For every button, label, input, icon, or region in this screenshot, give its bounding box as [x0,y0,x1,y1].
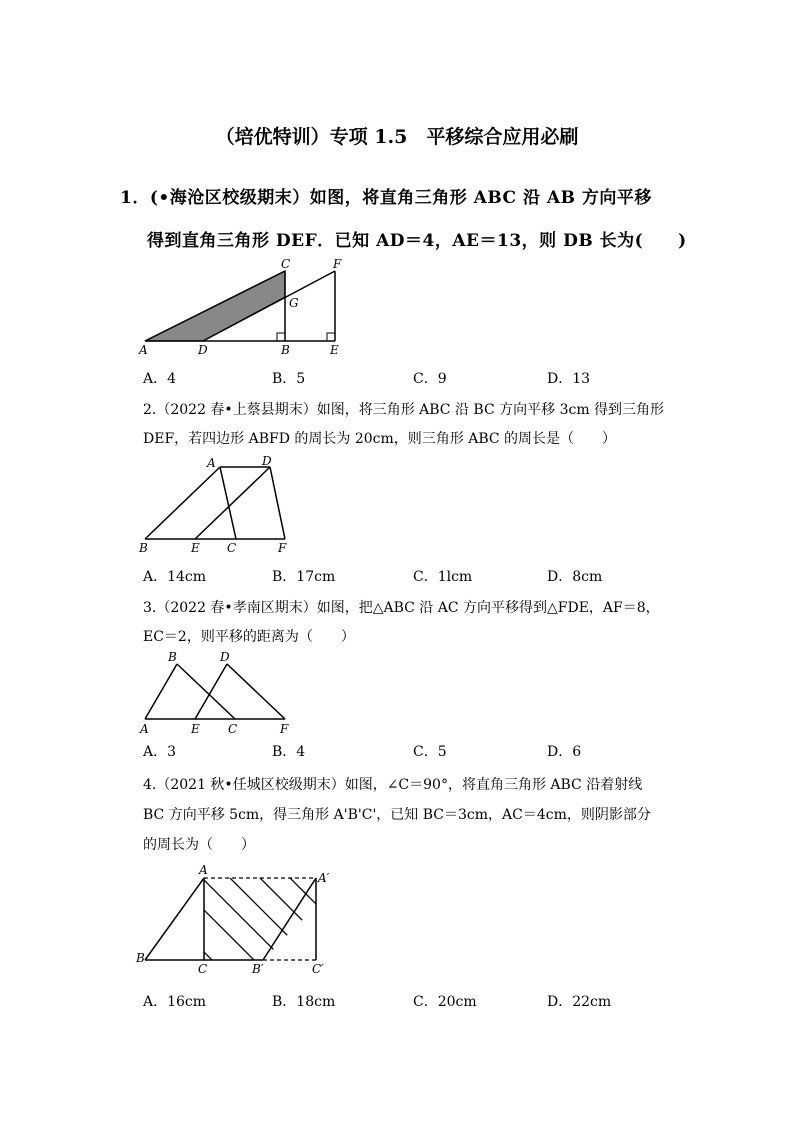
label-b: B [139,541,148,555]
question-3-line-2: EC＝2，则平移的距离为（ ） [143,629,355,645]
q3-option-d[interactable]: D．6 [547,744,582,760]
label-a-prime: A′ [318,871,330,885]
label-b-prime: B′ [252,962,264,976]
question-1-figure [135,255,355,360]
q3-option-b[interactable]: B．4 [272,744,306,760]
label-c: C [281,257,291,271]
label-f: F [333,257,342,271]
right-angle-mark-e [327,333,335,341]
label-d: D [262,454,272,468]
q1-option-d[interactable]: D．13 [547,371,591,387]
question-1-line-1: 1．(•海沧区校级期末）如图，将直角三角形 ABC 沿 AB 方向平移 [120,188,652,208]
q4-option-c[interactable]: C．20cm [413,994,477,1010]
label-b: B [281,343,290,357]
label-e: E [191,541,200,555]
q3-option-a[interactable]: A．3 [143,744,177,760]
question-4-figure [130,858,355,980]
label-f: F [280,722,289,736]
label-c: C [228,722,238,736]
label-d: D [198,343,208,357]
q2-option-a[interactable]: A．14cm [143,569,207,585]
question-1-line-2: 得到直角三角形 DEF．已知 AD＝4，AE＝13，则 DB 长为( ) [147,231,687,251]
question-4-line-3: 的周长为（ ） [143,837,255,853]
q3-option-c[interactable]: C．5 [413,744,447,760]
label-a: A [199,863,208,877]
q1-option-c[interactable]: C．9 [413,371,447,387]
label-c-prime: C′ [312,962,324,976]
question-3-figure [135,648,305,740]
question-2-figure [135,453,305,558]
q1-option-a[interactable]: A．4 [143,371,177,387]
q4-option-a[interactable]: A．16cm [143,994,207,1010]
q1-option-b[interactable]: B．5 [272,371,306,387]
q4-option-d[interactable]: D．22cm [547,994,612,1010]
label-b: B [136,951,145,965]
label-a: A [140,722,149,736]
label-c: C [227,541,237,555]
question-4-line-1: 4.（2021 秋•任城区校级期末）如图，∠C＝90°，将直角三角形 ABC 沿着射线 [143,777,643,793]
q2-option-b[interactable]: B．17cm [272,569,336,585]
q2-option-d[interactable]: D．8cm [547,569,603,585]
label-f: F [278,541,287,555]
question-4-line-2: BC 方向平移 5cm，得三角形 A'B'C'，已知 BC＝3cm，AC＝4cm，则阴影部分 [143,807,651,823]
page-title: （培优特训）专项 1.5 平移综合应用必刷 [215,126,579,148]
label-e: E [191,722,200,736]
question-2-line-1: 2.（2022 春•上蔡县期末）如图，将三角形 ABC 沿 BC 方向平移 3cm 得到三角形 [143,402,665,418]
label-a: A [207,456,216,470]
label-b: B [168,650,177,664]
question-2-line-2: DEF，若四边形 ABFD 的周长为 20cm，则三角形 ABC 的周长是（ ） [143,431,617,447]
right-angle-mark-b [277,333,285,341]
label-c: C [198,962,208,976]
question-3-line-1: 3.（2022 春•孝南区期末）如图，把△ABC 沿 AC 方向平移得到△FDE，AF＝8， [143,600,660,616]
q4-option-b[interactable]: B．18cm [272,994,336,1010]
label-a: A [139,343,148,357]
q2-option-c[interactable]: C．1lcm [413,569,473,585]
label-e: E [330,343,339,357]
label-g: G [289,296,299,310]
label-d: D [220,650,230,664]
